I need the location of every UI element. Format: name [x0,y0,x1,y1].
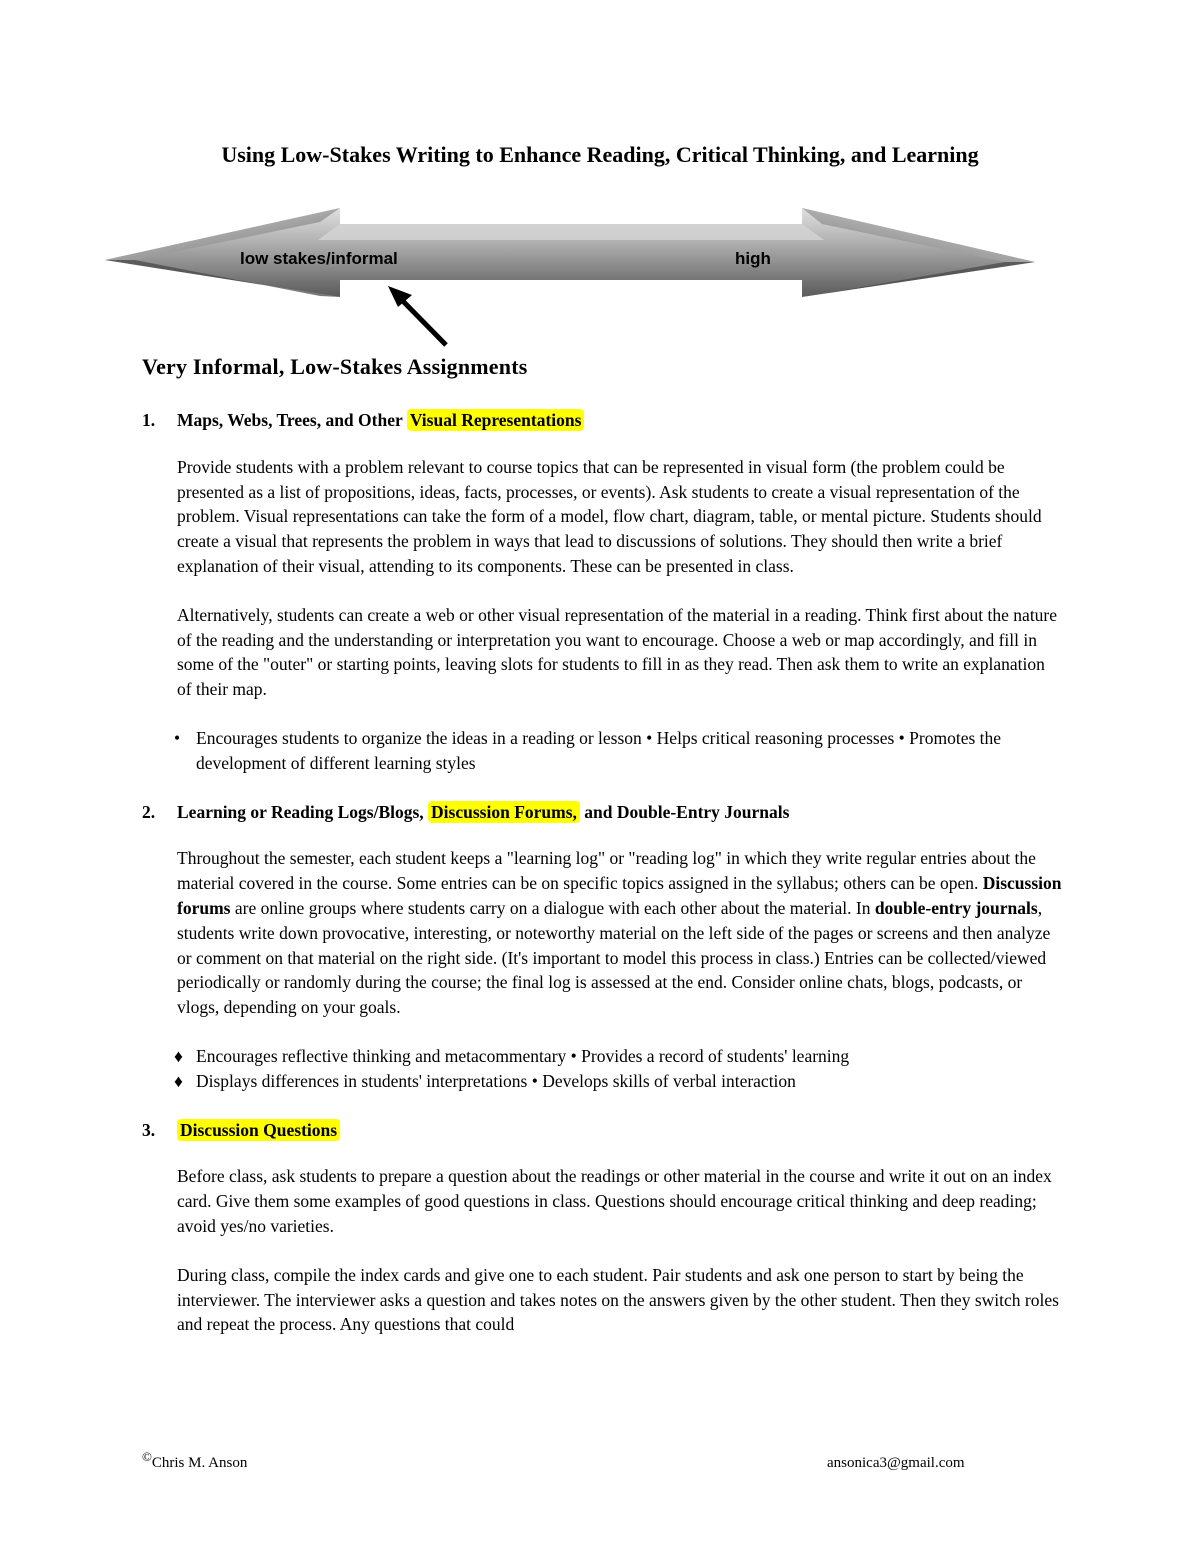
list-item: ♦ Displays differences in students' interpretations • Develops skills of verbal interaction [174,1069,1062,1094]
assignment-item-2 [142,800,1062,1094]
double-arrow-graphic [100,200,1040,350]
page-title: Using Low-Stakes Writing to Enhance Reading, Critical Thinking, and Learning [221,142,979,167]
bullet-icon: • [174,727,181,748]
assignment-list [142,408,1062,1337]
paragraph: Provide students with a problem relevant to course topics that can be represented in visual form (the problem could be presented as a list of propositions, ideas, facts, processes, or events). Ask students to create a visual representation of the problem. Visual representations can take the form of a model, flow chart, diagram, table, or mental picture. Students should create a visual that represents the problem in ways that lead to discussions of solutions. They should then write a brief explanation of their visual, attending to its components. These can be presented in class. [177,456,1042,576]
assignment-item-3 [142,1118,1062,1338]
scale-high-label: high [735,249,771,268]
assignment-item-1 [142,408,1062,776]
item-heading: 1. Maps, Webs, Trees, and Other Visual Representations [142,408,1062,433]
footer-email: ansonica3@gmail.com [827,1455,965,1471]
highlighted-term: Discussion Questions [177,1119,340,1141]
paragraph: Before class, ask students to prepare a question about the readings or other material in the course and write it out on an index card. Give them some examples of good questions in class. Questions should encourage critical thinking and deep reading; avoid yes/no varieties. [177,1166,1052,1236]
list-item: • Encourages students to organize the ideas in a reading or lesson • Helps critical reasoning processes • Promotes the development of different learning styles [174,727,1002,773]
copyright-symbol: © [142,1449,152,1464]
paragraph: During class, compile the index cards and give one to each student. Pair students and ask one person to start by being the interviewer. The interviewer asks a question and takes notes on the answers given by the other student. Then they switch roles and repeat the process. Any questions that could [177,1264,1059,1335]
list-item: ♦ Encourages reflective thinking and metacommentary • Provides a record of students' learning [174,1044,1062,1069]
item-heading [142,1118,1062,1143]
highlighted-term: Visual Representations [407,409,585,431]
item-number: 1. [142,410,156,430]
diamond-bullet-icon: ♦ [174,1045,183,1066]
section-heading: Very Informal, Low-Stakes Assignments [142,354,528,379]
item-number: 2. [142,801,156,822]
highlighted-term: Discussion Forums, [428,801,580,823]
footer-author: ©Chris M. Anson [142,1449,248,1471]
benefit-list [174,1044,1062,1094]
stakes-scale-arrow [100,200,1040,350]
item-heading: 2. Learning or Reading Logs/Blogs, Discussion Forums, and Double-Entry Journals [142,800,1062,825]
paragraph: Throughout the semester, each student keeps a "learning log" or "reading log" in which they write regular entries about the material covered in the course. Some entries can be on specific topics assigned in the syllabus; others can be open. Discussion forums are online groups where students carry on a dialogue with each other about the material. In double-entry journals, students write down provocative, interesting, or noteworthy material on the left side of the pages or screens and then analyze or comment on that material on the right side. (It's important to model this process in class.) Entries can be collected/viewed periodically or randomly during the course; the final log is assessed at the end. Consider online chats, blogs, podcasts, or vlogs, depending on your goals. [177,848,1062,1018]
paragraph: Alternatively, students can create a web or other visual representation of the material in a reading. Think first about the nature of the reading and the understanding or interpretation you want to encourage. Choose a web or map accordingly, and fill in some of the "outer" or starting points, leaving slots for students to fill in as they read. Then ask them to write an explanation of their map. [177,604,1058,700]
item-number: 3. [142,1119,156,1140]
scale-low-label: low stakes/informal [240,249,398,268]
benefit-list [174,726,1062,776]
diamond-bullet-icon: ♦ [174,1070,183,1091]
